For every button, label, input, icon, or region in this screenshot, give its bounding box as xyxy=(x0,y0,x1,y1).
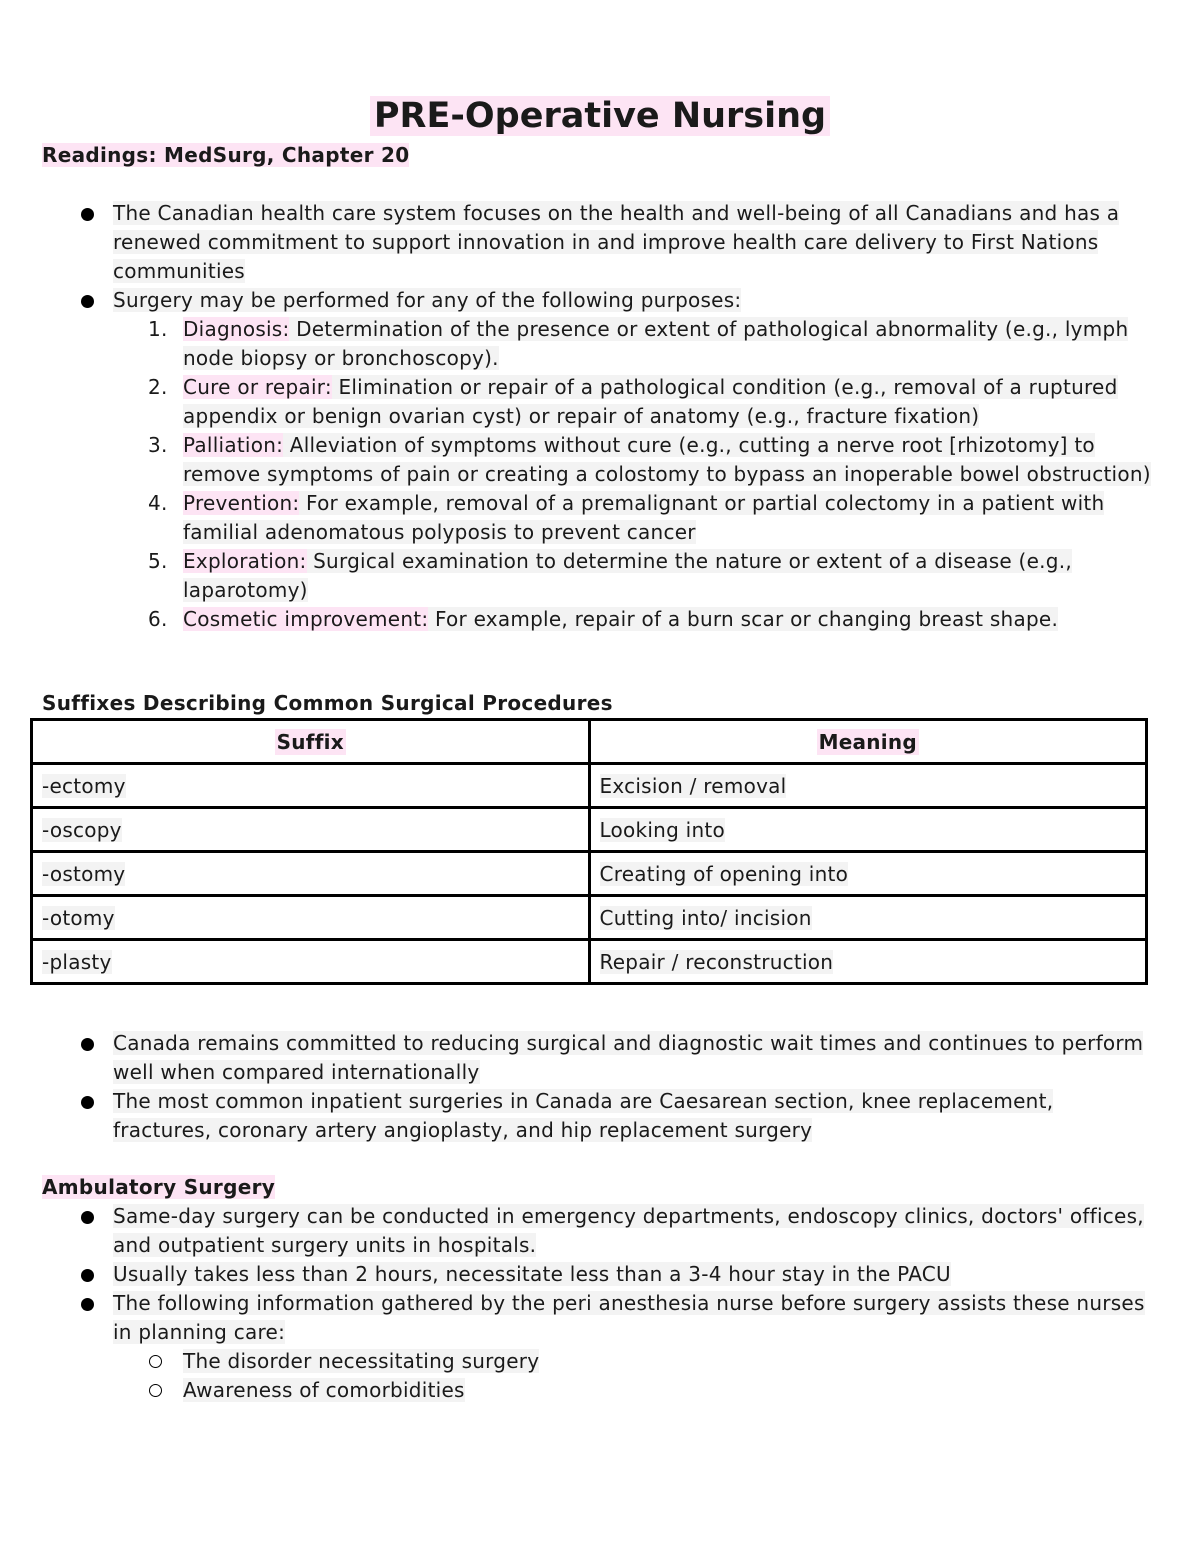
table-cell: Looking into xyxy=(589,808,1147,852)
bullet-icon xyxy=(81,295,94,308)
ambulatory-heading: Ambulatory Surgery xyxy=(42,1175,276,1199)
list-item: The most common inpatient surgeries in Canada are Caesarean section, knee replacement, fractures, coronary artery angioplasty, and hip replacement surgery xyxy=(0,1087,1158,1145)
bullet-icon xyxy=(81,1298,94,1311)
readings-heading: Readings: MedSurg, Chapter 20 xyxy=(42,143,410,167)
purpose-item: 6. Cosmetic improvement: For example, repair of a burn scar or changing breast shape. xyxy=(148,607,1059,631)
purpose-item: 4. Prevention: For example, removal of a premalignant or partial colectomy in a patient with familial adenomatous polyposis to prevent cancer xyxy=(148,491,1105,544)
intro-bullet-list xyxy=(0,199,1200,634)
suffix-table-heading: Suffixes Describing Common Surgical Procedures xyxy=(42,691,613,715)
table-cell: -plasty xyxy=(32,940,590,984)
table-row xyxy=(32,808,1147,852)
sub-list-item: The disorder necessitating surgery xyxy=(0,1347,1158,1376)
ambulatory-sub-list xyxy=(0,1347,1158,1405)
bullet-icon xyxy=(81,1211,94,1224)
purpose-term: Cure or repair: xyxy=(183,375,332,399)
table-header-suffix: Suffix xyxy=(32,720,590,764)
purpose-term: Exploration: xyxy=(183,549,307,573)
table-header-meaning: Meaning xyxy=(589,720,1147,764)
purpose-term: Diagnosis: xyxy=(183,317,290,341)
list-item: Same-day surgery can be conducted in emergency departments, endoscopy clinics, doctors' offices, and outpatient surgery units in hospitals. xyxy=(0,1202,1158,1260)
table-cell: -oscopy xyxy=(32,808,590,852)
purpose-term: Cosmetic improvement: xyxy=(183,607,429,631)
table-cell: Cutting into/ incision xyxy=(589,896,1147,940)
table-cell: -ectomy xyxy=(32,764,590,808)
table-header-row xyxy=(32,720,1147,764)
circle-bullet-icon xyxy=(149,1355,162,1368)
table-cell: -ostomy xyxy=(32,852,590,896)
purpose-item: 2. Cure or repair: Elimination or repair of a pathological condition (e.g., removal of a ruptured appendix or benign ovarian cyst) or repair of anatomy (e.g., fracture fixation) xyxy=(148,375,1118,428)
purposes-list xyxy=(0,315,1158,634)
table-row xyxy=(32,940,1147,984)
table-cell: -otomy xyxy=(32,896,590,940)
bullet-icon xyxy=(81,1038,94,1051)
ambulatory-bullet-list xyxy=(0,1202,1200,1405)
sub-list-item: Awareness of comorbidities xyxy=(0,1376,1158,1405)
table-row xyxy=(32,852,1147,896)
table-row xyxy=(32,764,1147,808)
purpose-term: Prevention: xyxy=(183,491,300,515)
circle-bullet-icon xyxy=(149,1384,162,1397)
bullet-icon xyxy=(81,1096,94,1109)
purpose-term: Palliation: xyxy=(183,433,284,457)
bullet-icon xyxy=(81,1269,94,1282)
page-title: PRE-Operative Nursing xyxy=(0,94,1200,138)
list-item: The following information gathered by the peri anesthesia nurse before surgery assists these nurses in planning care: The disorder necessitating surgery Awareness of comorbidities xyxy=(0,1289,1158,1405)
table-cell: Excision / removal xyxy=(589,764,1147,808)
purpose-item: 5. Exploration: Surgical examination to determine the nature or extent of a disease (e.g., laparotomy) xyxy=(148,549,1072,602)
table-cell: Creating of opening into xyxy=(589,852,1147,896)
purpose-item: 1. Diagnosis: Determination of the presence or extent of pathological abnormality (e.g., lymph node biopsy or bronchoscopy). xyxy=(148,317,1129,370)
list-item: Usually takes less than 2 hours, necessitate less than a 3-4 hour stay in the PACU xyxy=(0,1260,1158,1289)
table-cell: Repair / reconstruction xyxy=(589,940,1147,984)
list-item: The Canadian health care system focuses on the health and well-being of all Canadians and has a renewed commitment to support innovation in and improve health care delivery to First Nations communities xyxy=(0,199,1158,286)
table-row xyxy=(32,896,1147,940)
purpose-item: 3. Palliation: Alleviation of symptoms without cure (e.g., cutting a nerve root [rhizotomy] to remove symptoms of pain or creating a colostomy to bypass an inoperable bowel obstruction) xyxy=(148,433,1151,486)
bullet-icon xyxy=(81,208,94,221)
suffix-table xyxy=(30,718,1148,985)
list-item: Canada remains committed to reducing surgical and diagnostic wait times and continues to perform well when compared internationally xyxy=(0,1029,1158,1087)
wait-times-bullet-list xyxy=(0,1029,1200,1145)
list-item: Surgery may be performed for any of the following purposes: 1. Diagnosis: Determination of the presence or extent of pathological abnormality (e.g., lymph node biopsy or bronchoscopy). 2. Cure or repair: Elimination or repair of a pathological condition (e.g., removal of a ruptured appendix or benign ovarian cyst) or repair of anatomy (e.g., fracture fixation) 3. Palliation: Alleviation of symptoms without cure (e.g., cutting a nerve root [rhizotomy] to remove symptoms of pain or creating a colostomy to bypass an inoperable bowel obstruction) 4. Prevention: For example, removal of a premalignant or partial colectomy in a patient with familial adenomatous polyposis to prevent cancer 5. Exploration: Surgical examination to determine the nature or extent of a disease (e.g., laparotomy) 6. Cosmetic improvement: For example, repair of a burn scar or changing breast shape. xyxy=(0,286,1158,634)
